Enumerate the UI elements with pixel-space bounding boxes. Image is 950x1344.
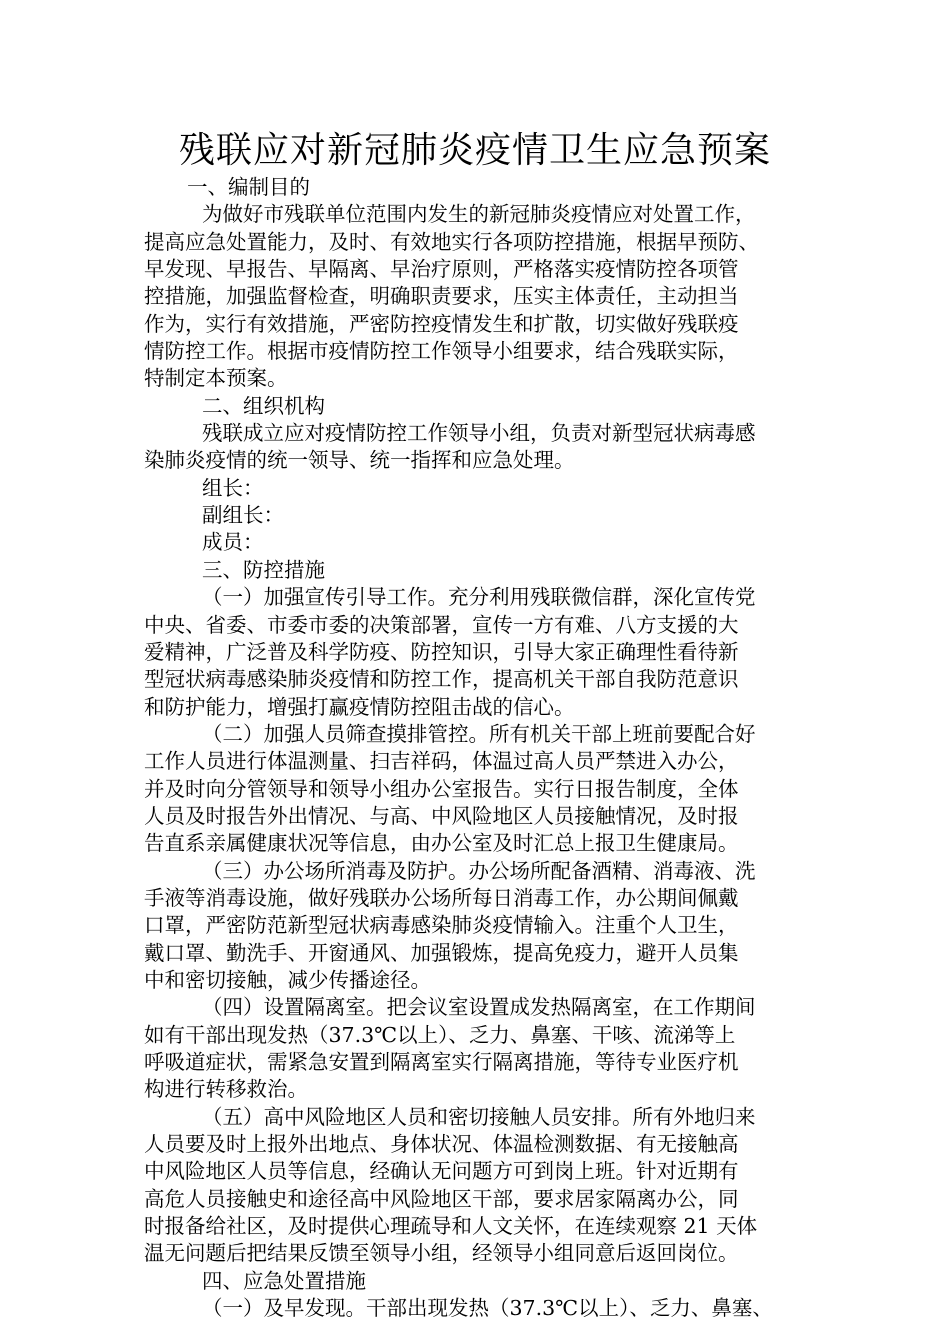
body-line: （一）及早发现。干部出现发热（37.3℃以上）、乏力、鼻塞、 — [202, 1296, 773, 1321]
body-line: 时报备给社区，及时提供心理疏导和人文关怀，在连续观察 21 天体 — [144, 1214, 758, 1239]
body-line: 一、编制目的 — [187, 175, 310, 199]
body-line: 戴口罩、勤洗手、开窗通风、加强锻炼，提高免疫力，避开人员集 — [144, 940, 739, 965]
body-line: （一）加强宣传引导工作。充分利用残联微信群，深化宣传党 — [202, 585, 756, 610]
document-title: 残联应对新冠肺炎疫情卫生应急预案 — [178, 130, 771, 171]
body-line: （二）加强人员筛查摸排管控。所有机关干部上班前要配合好 — [202, 721, 756, 746]
body-line: 爱精神，广泛普及科学防疫、防控知识，引导大家正确理性看待新 — [144, 639, 739, 664]
body-line: 成员： — [202, 530, 264, 555]
body-line: 手液等消毒设施，做好残联办公场所每日消毒工作，办公期间佩戴 — [144, 885, 739, 910]
body-line: （四）设置隔离室。把会议室设置成发热隔离室，在工作期间 — [202, 995, 756, 1020]
body-line: 并及时向分管领导和领导小组办公室报告。实行日报告制度，全体 — [144, 776, 739, 801]
body-line: 中风险地区人员等信息，经确认无问题方可到岗上班。针对近期有 — [144, 1159, 739, 1184]
body-line: 如有干部出现发热（37.3℃以上）、乏力、鼻塞、干咳、流涕等上 — [144, 1022, 736, 1047]
body-line: 告直系亲属健康状况等信息，由办公室及时汇总上报卫生健康局。 — [144, 831, 739, 856]
body-line: 染肺炎疫情的统一领导、统一指挥和应急处理。 — [144, 448, 575, 473]
body-line: 控措施，加强监督检查，明确职责要求，压实主体责任，主动担当 — [144, 284, 739, 309]
body-line: 和防护能力，增强打赢疫情防控阻击战的信心。 — [144, 694, 575, 719]
body-line: 提高应急处置能力，及时、有效地实行各项防控措施，根据早预防、 — [144, 229, 759, 254]
body-line: 人员及时报告外出情况、与高、中风险地区人员接触情况，及时报 — [144, 803, 739, 828]
body-line: 型冠状病毒感染肺炎疫情和防控工作，提高机关干部自我防范意识 — [144, 667, 739, 692]
document-body — [144, 174, 824, 1322]
body-line: （五）高中风险地区人员和密切接触人员安排。所有外地归来 — [202, 1104, 756, 1129]
body-line: 口罩，严密防范新型冠状病毒感染肺炎疫情输入。注重个人卫生， — [144, 913, 739, 938]
body-line: 中央、省委、市委市委的决策部署，宣传一方有难、八方支援的大 — [144, 612, 739, 637]
body-line: 高危人员接触史和途径高中风险地区干部，要求居家隔离办公，同 — [144, 1186, 739, 1211]
body-line: 构进行转移救治。 — [144, 1077, 308, 1102]
body-line: 工作人员进行体温测量、扫吉祥码，体温过高人员严禁进入办公， — [144, 749, 739, 774]
body-line: 残联成立应对疫情防控工作领导小组，负责对新型冠状病毒感 — [202, 421, 756, 446]
body-line: 呼吸道症状，需紧急安置到隔离室实行隔离措施，等待专业医疗机 — [144, 1050, 739, 1074]
body-line: （三）办公场所消毒及防护。办公场所配备酒精、消毒液、洗 — [202, 858, 756, 883]
body-line: 作为，实行有效措施，严密防控疫情发生和扩散，切实做好残联疫 — [144, 311, 739, 336]
body-line: 早发现、早报告、早隔离、早治疗原则，严格落实疫情防控各项管 — [144, 257, 739, 282]
body-line: 三、防控措施 — [202, 557, 325, 582]
body-line: 人员要及时上报外出地点、身体状况、体温检测数据、有无接触高 — [144, 1132, 739, 1157]
body-line: 温无问题后把结果反馈至领导小组，经领导小组同意后返回岗位。 — [144, 1241, 739, 1266]
body-line: 组长： — [202, 475, 264, 500]
body-line: 副组长： — [202, 503, 284, 528]
body-line: 中和密切接触，减少传播途径。 — [144, 967, 431, 992]
body-line: 二、组织机构 — [202, 393, 325, 418]
body-line: 为做好市残联单位范围内发生的新冠肺炎疫情应对处置工作， — [202, 202, 756, 227]
body-line: 情防控工作。根据市疫情防控工作领导小组要求，结合残联实际， — [144, 339, 739, 364]
body-line: 特制定本预案。 — [144, 366, 288, 391]
body-line: 四、应急处置措施 — [202, 1268, 366, 1293]
